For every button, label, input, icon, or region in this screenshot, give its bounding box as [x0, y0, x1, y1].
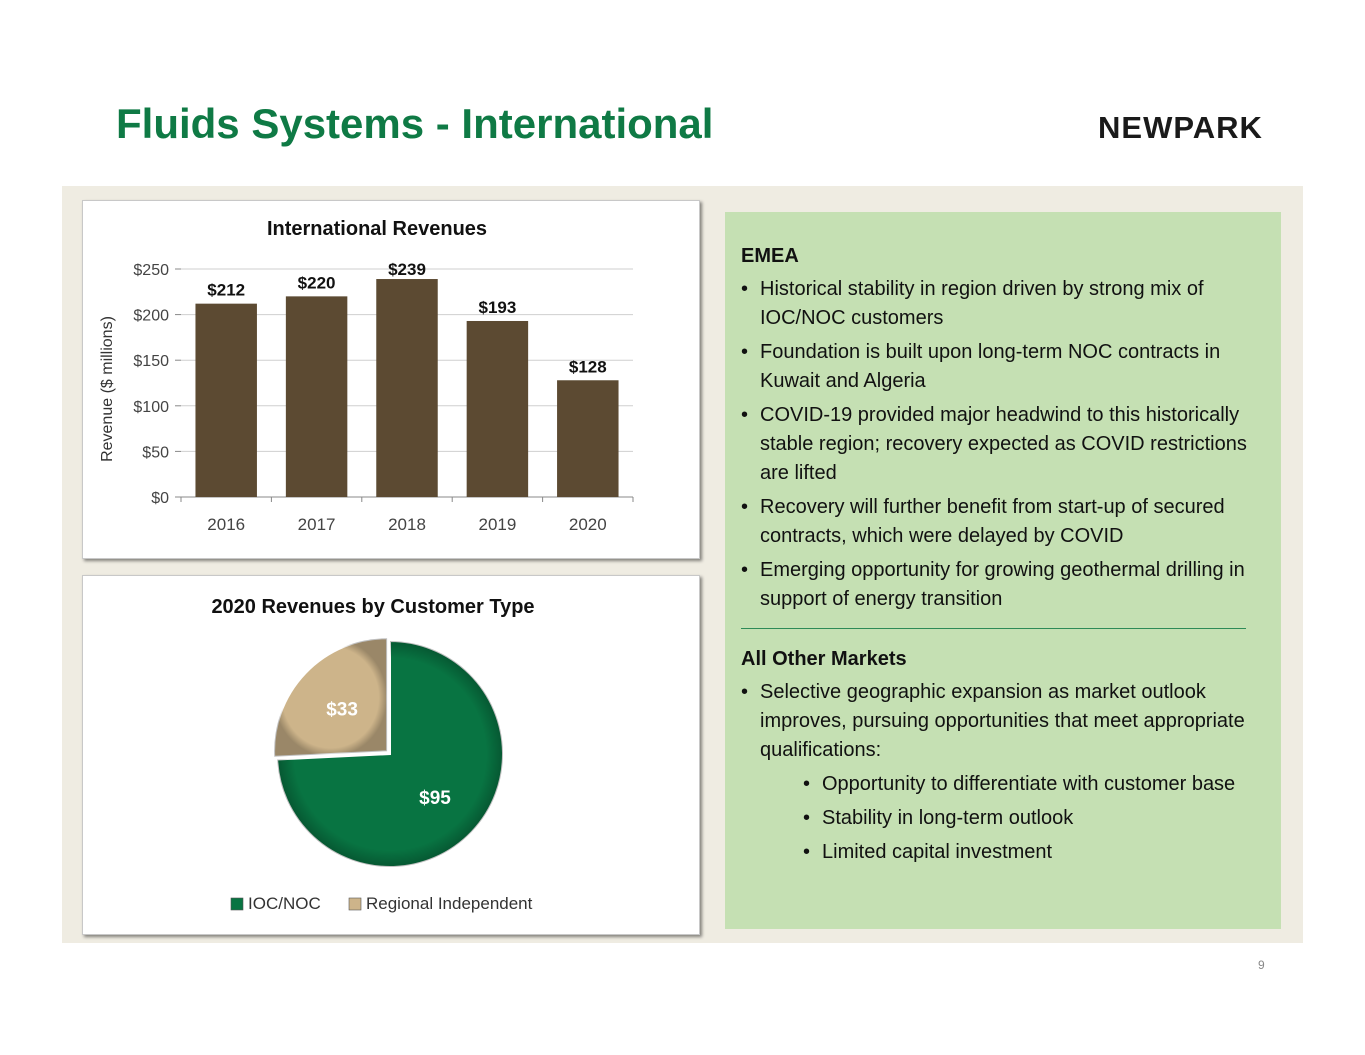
y-tick-label: $150: [133, 353, 169, 371]
page-number: 9: [1258, 958, 1265, 972]
revenue-bar: [557, 380, 618, 497]
x-tick-label: 2019: [478, 515, 517, 534]
revenue-bar: [286, 296, 347, 497]
x-tick-label: 2017: [297, 515, 336, 534]
market-commentary-panel: [725, 212, 1281, 929]
customer-type-pie-card: [82, 575, 700, 935]
emea-bullet: • Historical stability in region driven by strong mix of IOC/NOC customers: [741, 275, 1261, 333]
other-markets-bullet-list: [741, 678, 1261, 765]
revenue-bar-chart: [83, 201, 699, 558]
newpark-logo: NEWPARK: [1098, 110, 1263, 145]
legend-swatch: [349, 898, 361, 910]
y-tick-label: $200: [133, 307, 169, 325]
emea-bullet-list: [741, 275, 1261, 614]
pie-value-label: $95: [419, 787, 451, 809]
emea-bullet: • COVID-19 provided major headwind to this historically stable region; recovery expected as COVID restrictions are lifted: [741, 401, 1261, 488]
pie-chart-title: 2020 Revenues by Customer Type: [211, 596, 535, 618]
x-tick-label: 2018: [388, 515, 426, 534]
bar-value-label: $220: [297, 273, 336, 293]
x-tick-label: 2020: [568, 515, 607, 534]
y-tick-label: $50: [142, 444, 169, 462]
bar-value-label: $239: [388, 260, 426, 280]
section-divider: [741, 628, 1246, 629]
pie-value-label: $33: [326, 699, 358, 721]
other-markets-sub-bullet: • Limited capital investment: [803, 838, 1261, 867]
legend-swatch: [231, 898, 243, 910]
x-tick-label: 2016: [207, 515, 246, 534]
emea-bullet: • Emerging opportunity for growing geothermal drilling in support of energy transition: [741, 556, 1261, 614]
other-markets-bullet: • Selective geographic expansion as market outlook improves, pursuing opportunities that meet appropriate qualifications:: [741, 678, 1261, 765]
emea-bullet: • Foundation is built upon long-term NOC contracts in Kuwait and Algeria: [741, 338, 1261, 396]
y-tick-label: $0: [151, 490, 169, 507]
other-markets-sub-list: [741, 770, 1261, 867]
bar-value-label: $128: [568, 357, 607, 377]
bar-value-label: $193: [478, 297, 517, 317]
legend-label: IOC/NOC: [248, 894, 321, 913]
revenue-bar: [376, 279, 437, 497]
y-tick-label: $250: [133, 262, 169, 279]
emea-bullet: • Recovery will further benefit from start-up of secured contracts, which were delayed by COVID: [741, 493, 1261, 551]
other-markets-sub-bullet: • Stability in long-term outlook: [803, 804, 1261, 833]
y-tick-label: $100: [133, 398, 169, 416]
bar-chart-title: International Revenues: [266, 218, 488, 240]
legend-label: Regional Independent: [366, 894, 533, 913]
other-markets-sub-bullet: • Opportunity to differentiate with customer base: [803, 770, 1261, 799]
customer-type-pie-chart: [83, 576, 699, 934]
bar-chart-ylabel: Revenue ($ millions): [99, 316, 116, 462]
bar-value-label: $212: [207, 280, 246, 300]
other-markets-heading: All Other Markets: [741, 648, 907, 670]
revenue-bar-chart-card: [82, 200, 700, 559]
emea-heading: EMEA: [741, 245, 799, 267]
pie-slice-shade: [274, 638, 387, 757]
page-title: Fluids Systems - International: [116, 100, 714, 147]
revenue-bar: [467, 321, 528, 497]
revenue-bar: [195, 304, 256, 497]
